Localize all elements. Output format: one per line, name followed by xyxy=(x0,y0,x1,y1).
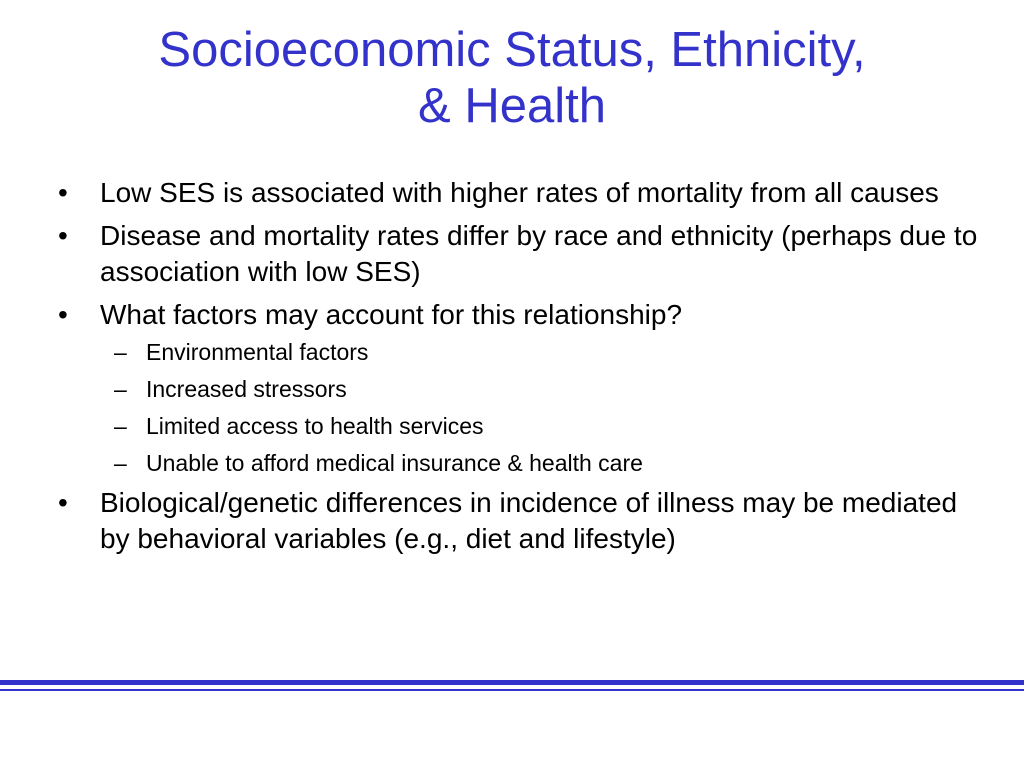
sub-bullet-list xyxy=(100,337,986,478)
slide-content xyxy=(56,175,986,564)
bullet-text: Biological/genetic differences in incidence of illness may be mediated by behavioral variables (e.g., diet and lifestyle) xyxy=(100,487,958,554)
bullet-item xyxy=(56,175,986,211)
bullet-icon: • xyxy=(58,220,68,251)
sub-bullet-text: Environmental factors xyxy=(146,339,369,365)
title-line-2: & Health xyxy=(418,79,606,133)
sub-bullet-item xyxy=(100,448,986,478)
bullet-text: What factors may account for this relationship? xyxy=(100,299,683,330)
dash-icon: – xyxy=(114,413,127,439)
sub-bullet-item xyxy=(100,411,986,441)
bullet-icon: • xyxy=(58,177,68,208)
bullet-item xyxy=(56,297,986,478)
slide-title xyxy=(60,22,964,134)
dash-icon: – xyxy=(114,376,127,402)
footer-divider-thin xyxy=(0,689,1024,691)
sub-bullet-item xyxy=(100,337,986,367)
bullet-text: Low SES is associated with higher rates of mortality from all causes xyxy=(100,177,939,208)
sub-bullet-text: Increased stressors xyxy=(146,376,347,402)
bullet-text: Disease and mortality rates differ by race and ethnicity (perhaps due to association with low SES) xyxy=(100,220,978,287)
bullet-item xyxy=(56,485,986,557)
bullet-item xyxy=(56,218,986,290)
dash-icon: – xyxy=(114,450,127,476)
title-line-1: Socioeconomic Status, Ethnicity, xyxy=(158,23,866,77)
footer-divider-thick xyxy=(0,680,1024,685)
bullet-icon: • xyxy=(58,487,68,518)
dash-icon: – xyxy=(114,339,127,365)
sub-bullet-item xyxy=(100,374,986,404)
bullet-icon: • xyxy=(58,299,68,330)
sub-bullet-text: Limited access to health services xyxy=(146,413,484,439)
bullet-list xyxy=(56,175,986,557)
sub-bullet-text: Unable to afford medical insurance & health care xyxy=(146,450,643,476)
